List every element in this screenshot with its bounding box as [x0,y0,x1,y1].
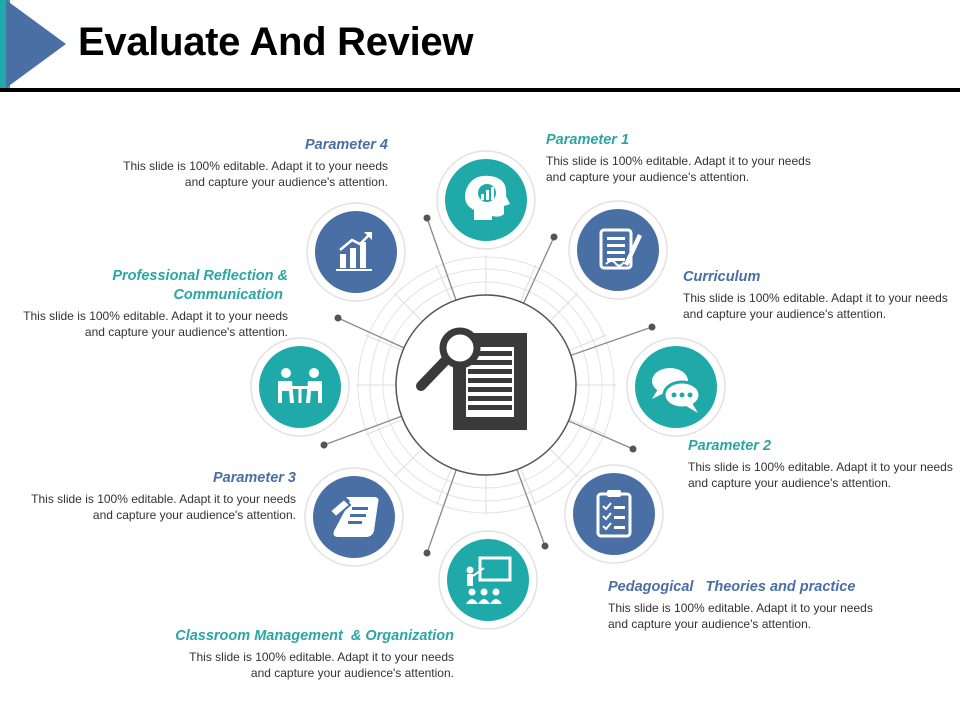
connector-dot [424,215,431,222]
node-top [437,151,535,249]
block-parameter-4 [58,136,388,190]
spoke-line [569,335,606,350]
spoke-line [436,265,451,302]
heading-parameter-2: Parameter 2 [688,438,772,454]
connector-dot [630,446,637,453]
heading-parameter-1: Parameter 1 [546,132,630,148]
node-bottom [439,531,537,629]
text-classroom: This slide is 100% editable. Adapt it to your needs and capture your audience's attention. [189,650,454,680]
text-parameter-1: This slide is 100% editable. Adapt it to your needs and capture your audience's attention. [546,154,811,184]
heading-professional-line-2: Communication [173,287,283,303]
node-scroll [305,468,403,566]
block-parameter-3 [0,469,296,523]
text-parameter-3: This slide is 100% editable. Adapt it to your needs and capture your audience's attention. [31,492,296,522]
node-left [251,338,349,436]
heading-classroom: Classroom Management & Organization [175,628,454,644]
block-professional-reflection [0,267,288,340]
block-parameter-1 [546,131,876,185]
connector-dot [335,315,342,322]
spoke-line [520,265,535,302]
node-fill [577,209,659,291]
connector-line [569,421,633,449]
text-parameter-4: This slide is 100% editable. Adapt it to your needs and capture your audience's attention. [123,159,388,189]
connector-line [571,327,652,355]
connector-dot [424,550,431,557]
spoke-line [436,468,451,505]
node-growth [307,203,405,301]
connector-dot [649,324,656,331]
text-professional: This slide is 100% editable. Adapt it to your needs and capture your audience's attention. [23,309,288,339]
text-pedagogical: This slide is 100% editable. Adapt it to your needs and capture your audience's attention. [608,601,873,631]
spoke-line [366,335,403,350]
heading-parameter-4: Parameter 4 [304,137,388,153]
block-curriculum [683,268,960,322]
block-pedagogical [608,578,938,632]
text-parameter-2: This slide is 100% editable. Adapt it to your needs and capture your audience's attention. [688,460,953,490]
center-hub [396,295,576,475]
page-title: Evaluate And Review [78,20,474,64]
node-checklist [565,465,663,563]
spoke-line [569,419,606,434]
heading-professional-line-1: Professional Reflection & [112,268,288,284]
node-right [627,338,725,436]
connector-dot [551,234,558,241]
heading-curriculum: Curriculum [683,269,761,285]
connector-dot [321,442,328,449]
node-curriculum [569,201,667,299]
block-parameter-2 [688,437,960,491]
connector-line [427,470,456,553]
connector-line [524,237,554,303]
block-classroom [124,627,454,681]
connector-dot [542,543,549,550]
heading-parameter-3: Parameter 3 [212,470,296,486]
node-fill [573,473,655,555]
text-curriculum: This slide is 100% editable. Adapt it to your needs and capture your audience's attention. [683,291,948,321]
heading-pedagogical: Pedagogical Theories and practice [608,579,856,595]
connector-line [338,318,404,348]
